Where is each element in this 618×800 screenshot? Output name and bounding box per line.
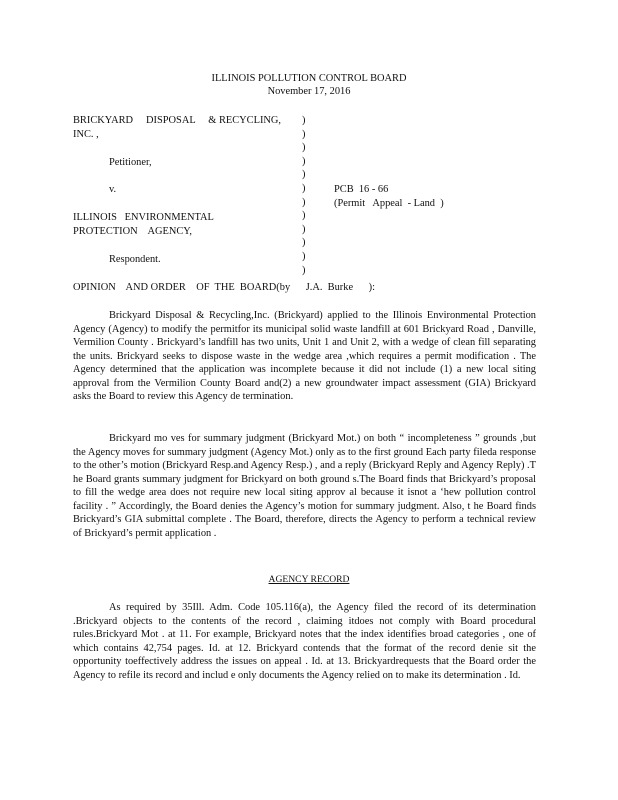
petitioner-name-line-1: BRICKYARD DISPOSAL & RECYCLING, — [73, 115, 282, 126]
respondent-name-line-2: PROTECTION AGENCY, — [73, 226, 193, 237]
section-heading-agency-record: AGENCY RECORD — [268, 574, 350, 585]
paragraph-introduction: Brickyard Disposal & Recycling,Inc. (Brickyard) applied to the Illinois Environmental Protection Agency (Agency) to modify the permitfor its municipal solid waste landfill at 601 Brickyard Road , Danville, Vermilion County . Brickyard’s landfill has two units, Unit 1 and Unit 2, with a wedge of clean fill separating the units. Brickyard seeks to dispose waste in the wedge area ,which requires a permit modification . The Agency determined that the application was incomplete because it did not include (1) a new local siting approval from the Vermilion County Board and(2) a new groundwater impact assessment (GIA) Brickyard asks the Board to review this Agency de termination. — [73, 310, 536, 402]
opinion-heading: OPINION AND ORDER OF THE BOARD(by J.A. Burke ): — [73, 282, 376, 293]
decision-date: November 17, 2016 — [267, 86, 351, 97]
caption-brackets: ) ) ) ) ) ) ) ) ) ) ) ) — [302, 115, 306, 276]
petitioner-label: Petitioner, — [109, 157, 152, 168]
petitioner-name-line-2: INC. , — [73, 129, 99, 140]
versus: v. — [109, 184, 117, 195]
board-name: ILLINOIS POLLUTION CONTROL BOARD — [211, 73, 407, 84]
respondent-label: Respondent. — [109, 254, 161, 265]
case-type: (Permit Appeal - Land ) — [334, 198, 444, 209]
paragraph-summary: Brickyard mo ves for summary judgment (Brickyard Mot.) on both “ incompleteness ” grounds ,but the Agency moves for summary judgment (Agency Mot.) only as to the first ground Each party fileda response to the other’s motion (Brickyard Resp.and Agency Resp.) , and a reply (Brickyard Reply and Agency Reply) .T he Board grants summary judgment for Brickyard on both ground s.The Board finds that Brickyard’s proposal to fill the wedge area does not require new local siting approv al because it isnot a ‘hew pollution control facility . ” Accordingly, the Board denies the Agency’s motion for summary judgment. Also, t he Board finds Brickyard’s GIA submittal complete . The Board, therefore, directs the Agency to perform a technical review of Brickyard’s permit application . — [73, 433, 536, 539]
respondent-name-line-1: ILLINOIS ENVIRONMENTAL — [73, 212, 214, 223]
case-number: PCB 16 - 66 — [334, 184, 389, 195]
paragraph-agency-record: As required by 35Ill. Adm. Code 105.116(a), the Agency filed the record of its determination .Brickyard objects to the contents of the record , claiming itdoes not comply with Board procedural rules.Brickyard Mot . at 11. For example, Brickyard notes that the index identifies broad categories , one of which contains 42,754 pages. Id. at 12. Brickyard contends that the format of the record denie sit the opportunity toeffectively address the issues on appeal . Id. at 13. Brickyardrequests that the Board order the Agency to refile its record and includ e only documents the Agency relied on to make its determination . Id. — [73, 602, 536, 681]
